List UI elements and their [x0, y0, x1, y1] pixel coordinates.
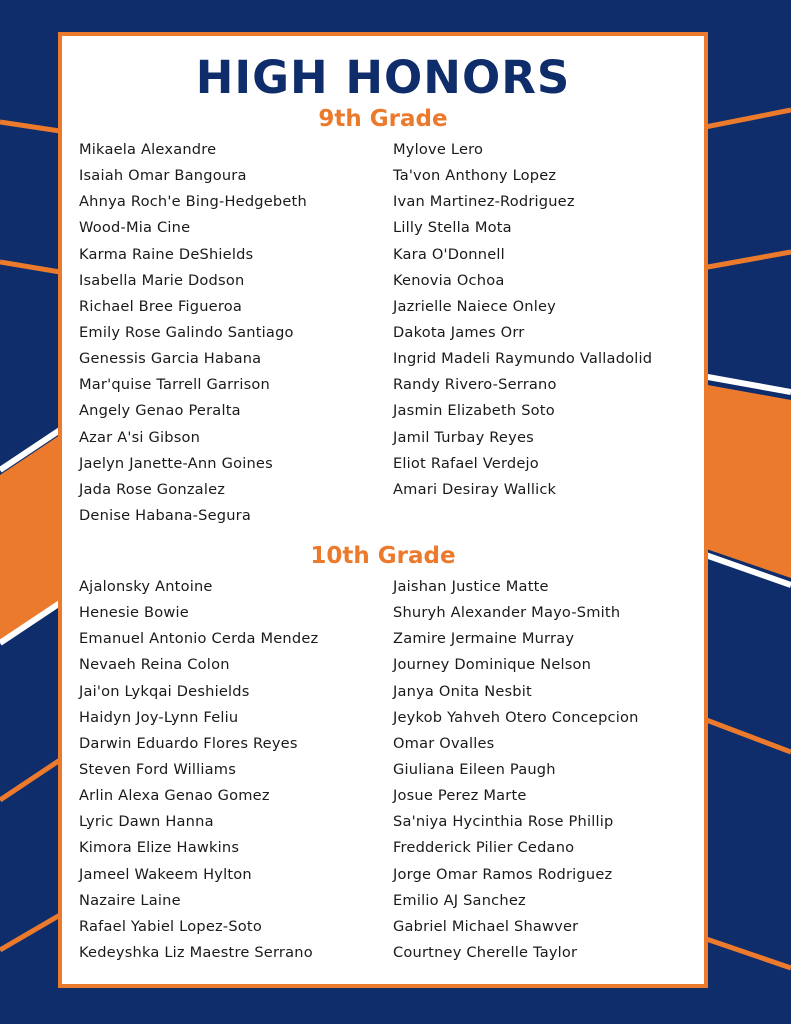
student-name: Isabella Marie Dodson [79, 271, 245, 289]
student-name: Darwin Eduardo Flores Reyes [79, 734, 298, 752]
name-list-9th-grade-left [79, 137, 307, 529]
student-name: Jeykob Yahveh Otero Concepcion [393, 708, 639, 726]
student-name: Randy Rivero-Serrano [393, 376, 557, 394]
student-name: Amari Desiray Wallick [393, 480, 557, 498]
name-list-9th-grade-right [393, 137, 652, 503]
page-title: HIGH HONORS [195, 51, 571, 104]
honor-roll-card [58, 32, 708, 988]
student-name: Emilio AJ Sanchez [393, 891, 526, 909]
student-name: Eliot Rafael Verdejo [393, 454, 539, 472]
student-name: Arlin Alexa Genao Gomez [79, 787, 270, 805]
student-name: Wood-Mia Cine [79, 219, 191, 237]
student-name: Mar'quise Tarrell Garrison [79, 376, 270, 394]
student-name: Isaiah Omar Bangoura [79, 167, 247, 185]
section-heading-10th-grade: 10th Grade [310, 543, 456, 569]
student-name: Jaelyn Janette-Ann Goines [79, 454, 273, 472]
student-name: Kenovia Ochoa [393, 271, 505, 289]
student-name: Journey Dominique Nelson [393, 656, 592, 674]
section-heading-9th-grade: 9th Grade [318, 106, 448, 132]
student-name: Mylove Lero [393, 141, 484, 158]
student-name: Shuryh Alexander Mayo-Smith [393, 604, 621, 622]
student-name: Giuliana Eileen Paugh [393, 760, 556, 778]
student-name: Ingrid Madeli Raymundo Valladolid [393, 350, 653, 368]
student-name: Kedeyshka Liz Maestre Serrano [79, 943, 313, 961]
student-name: Kara O'Donnell [393, 245, 505, 263]
student-name: Denise Habana-Segura [79, 506, 252, 524]
student-name: Emanuel Antonio Cerda Mendez [79, 630, 319, 648]
student-name: Josue Perez Marte [393, 787, 527, 805]
student-name: Zamire Jermaine Murray [393, 630, 575, 648]
name-list-10th-grade-right [393, 574, 639, 966]
student-name: Mikaela Alexandre [79, 141, 217, 158]
student-name: Steven Ford Williams [79, 760, 237, 778]
student-name: Jada Rose Gonzalez [79, 480, 226, 498]
student-name: Henesie Bowie [79, 604, 189, 622]
student-name: Nevaeh Reina Colon [79, 656, 230, 674]
student-name: Lyric Dawn Hanna [79, 813, 214, 831]
name-list-10th-grade-left [79, 574, 318, 966]
student-name: Nazaire Laine [79, 891, 181, 909]
student-name: Jameel Wakeem Hylton [79, 865, 252, 883]
student-name: Jasmin Elizabeth Soto [393, 402, 555, 420]
student-name: Haidyn Joy-Lynn Feliu [79, 708, 239, 726]
student-name: Courtney Cherelle Taylor [393, 943, 578, 961]
student-name: Richael Bree Figueroa [79, 297, 242, 315]
student-name: Ta'von Anthony Lopez [393, 167, 557, 185]
student-name: Jai'on Lykqai Deshields [79, 682, 250, 700]
student-name: Fredderick Pilier Cedano [393, 839, 575, 857]
student-name: Rafael Yabiel Lopez-Soto [79, 917, 262, 935]
student-name: Azar A'si Gibson [79, 428, 201, 446]
student-name: Kimora Elize Hawkins [79, 839, 240, 857]
student-name: Sa'niya Hycinthia Rose Phillip [393, 813, 614, 831]
student-name: Karma Raine DeShields [79, 245, 254, 263]
student-name: Gabriel Michael Shawver [393, 917, 579, 935]
student-name: Omar Ovalles [393, 734, 495, 752]
student-name: Jorge Omar Ramos Rodriguez [393, 865, 613, 883]
student-name: Lilly Stella Mota [393, 219, 512, 237]
student-name: Angely Genao Peralta [79, 402, 241, 420]
student-name: Ivan Martinez-Rodriguez [393, 193, 575, 211]
student-name: Jazrielle Naiece Onley [393, 297, 557, 315]
student-name: Ajalonsky Antoine [79, 578, 213, 595]
student-name: Emily Rose Galindo Santiago [79, 323, 294, 341]
student-name: Genessis Garcia Habana [79, 350, 262, 368]
student-name: Dakota James Orr [393, 323, 525, 341]
student-name: Jaishan Justice Matte [393, 578, 549, 595]
student-name: Jamil Turbay Reyes [393, 428, 534, 446]
student-name: Ahnya Roch'e Bing-Hedgebeth [79, 193, 307, 211]
student-name: Janya Onita Nesbit [393, 682, 532, 700]
